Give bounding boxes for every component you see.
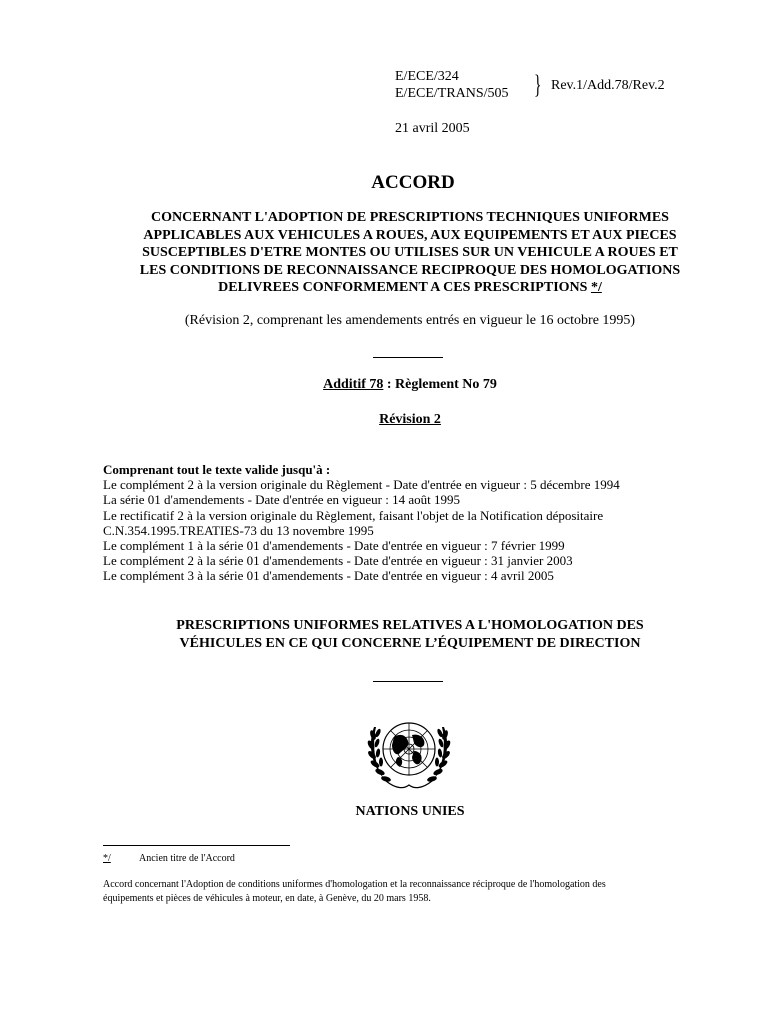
footnote-reference: */ [590,280,602,295]
list-item: Le complément 1 à la série 01 d'amendements - Date d'entrée en vigueur : 7 février 1999 [103,538,565,554]
additif-label: Additif 78 [323,377,384,392]
agreement-subtitle [100,209,720,297]
footnote-agreement-line: équipements et pièces de véhicules à moteur, en date, à Genève, du 20 mars 1958. [103,893,431,904]
list-item: Le complément 3 à la série 01 d'amendements - Date d'entrée en vigueur : 4 avril 2005 [103,568,554,584]
revision-reference: Rev.1/Add.78/Rev.2 [551,78,665,93]
divider [373,681,443,682]
revision-label: Révision 2 [379,412,441,427]
footnote-marker-text: */ [103,853,111,864]
list-item: Le complément 2 à la version originale du Règlement - Date d'entrée en vigueur : 5 décembre 1994 [103,477,620,493]
document-symbol-1: E/ECE/324 [395,69,459,84]
reglement-label: : Règlement No 79 [383,377,497,392]
subtitle-line-text: DELIVREES CONFORMEMENT A CES PRESCRIPTIONS [218,280,588,295]
valid-text-heading: Comprenant tout le texte valide jusqu'à : [103,462,331,477]
page-title: ACCORD [371,172,455,193]
addendum-heading [0,377,770,393]
list-item: Le complément 2 à la série 01 d'amendements - Date d'entrée en vigueur : 31 janvier 2003 [103,553,573,569]
subtitle-line: LES CONDITIONS DE RECONNAISSANCE RECIPROQUE DES HOMOLOGATIONS [139,262,681,278]
valid-text-list [103,462,723,584]
revision-heading [0,412,770,428]
footnote-text: Ancien titre de l'Accord [139,853,235,864]
prescriptions-line: VÉHICULES EN CE QUI CONCERNE L’ÉQUIPEMENT DE DIRECTION [179,635,641,651]
document-symbol-2: E/ECE/TRANS/505 [395,86,509,101]
subtitle-line: APPLICABLES AUX VEHICULES A ROUES, AUX EQUIPEMENTS ET AUX PIECES [143,227,677,243]
list-item: Le rectificatif 2 à la version originale du Règlement, faisant l'objet de la Notification dépositaire [103,507,604,523]
subtitle-line: CONCERNANT L'ADOPTION DE PRESCRIPTIONS TECHNIQUES UNIFORMES [151,210,669,225]
list-item: C.N.354.1995.TREATIES-73 du 13 novembre 1995 [103,522,374,538]
organization-name: NATIONS UNIES [355,804,465,819]
revision-note: (Révision 2, comprenant les amendements entrés en vigueur le 16 octobre 1995) [184,313,636,328]
un-emblem-icon [364,713,454,793]
divider [373,357,443,358]
subtitle-line: SUSCEPTIBLES D'ETRE MONTES OU UTILISES SUR UN VEHICULE A ROUES ET [142,245,678,260]
footnote-separator [103,845,290,846]
prescriptions-line: PRESCRIPTIONS UNIFORMES RELATIVES A L'HOMOLOGATION DES [176,618,644,633]
footnote-marker [103,852,111,866]
brace-icon: } [534,70,542,99]
document-date: 21 avril 2005 [395,121,470,136]
prescriptions-heading [100,617,720,652]
subtitle-line [100,279,720,297]
list-item: La série 01 d'amendements - Date d'entrée en vigueur : 14 août 1995 [103,492,461,508]
footnote-agreement-line: Accord concernant l'Adoption de conditions uniformes d'homologation et la reconnaissance réciproque de l'homologation des [103,879,606,890]
